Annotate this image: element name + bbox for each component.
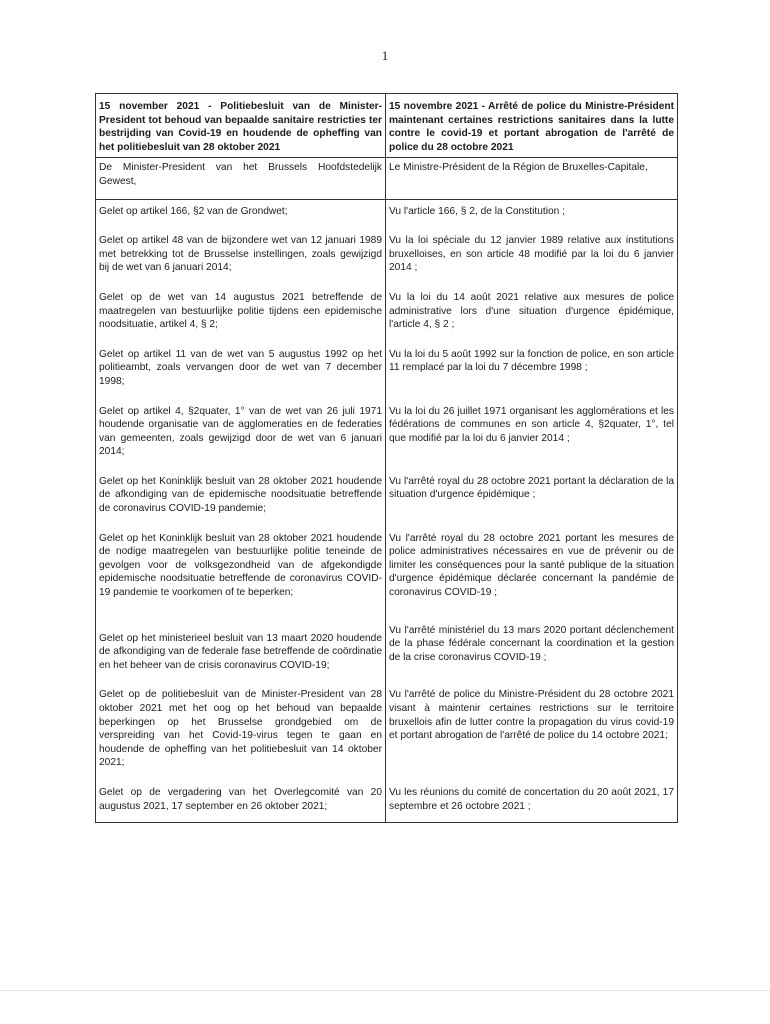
clause-fr: Vu l'arrêté ministériel du 13 mars 2020 portant déclenchement de la phase fédérale concernant la coordination et la gestion de la crise coronavirus COVID-19 ; xyxy=(386,614,678,687)
clause-nl: Gelet op artikel 166, §2 van de Grondwet; xyxy=(96,199,386,232)
clause-nl: Gelet op de politiebesluit van de Minister-President van 28 oktober 2021 met het oog op het behoud van bepaalde beperkingen op het Brusselse grondgebied om de verspreiding van het Covid-19-virus tegen te gaan en houdende de opheffing van het politiebesluit van 14 oktober 2021; xyxy=(96,686,386,784)
title-nl: 15 november 2021 - Politiebesluit van de Minister-President tot behoud van bepaalde sanitaire restricties ter bestrijding van Covid-19 en houdende de opheffing van het politiebesluit van 28 oktober 2021 xyxy=(96,94,386,158)
clause-row xyxy=(96,199,678,232)
author-row xyxy=(96,158,678,199)
clause-row xyxy=(96,289,678,346)
clause-nl: Gelet op de vergadering van het Overlegcomité van 20 augustus 2021, 17 september en 26 oktober 2021; xyxy=(96,784,386,823)
clause-nl: Gelet op het Koninklijk besluit van 28 oktober 2021 houdende de afkondiging van de epidemische noodsituatie betreffende de coronavirus COVID-19 pandemie; xyxy=(96,473,386,530)
clause-fr: Vu l'article 166, § 2, de la Constitution ; xyxy=(386,199,678,232)
clause-nl: Gelet op artikel 4, §2quater, 1° van de wet van 26 juli 1971 houdende organisatie van de agglomeraties en de federaties van gemeenten, zoals gewijzigd door de wet van 6 januari 2014; xyxy=(96,403,386,473)
clause-nl: Gelet op het ministerieel besluit van 13 maart 2020 houdende de afkondiging van de federale fase betreffende de coördinatie en het beheer van de crisis coronavirus COVID-19; xyxy=(96,614,386,687)
clause-fr: Vu la loi du 14 août 2021 relative aux mesures de police administrative lors d'une situation d'urgence épidémique, l'article 4, § 2 ; xyxy=(386,289,678,346)
bilingual-decree-table xyxy=(95,93,678,823)
clause-row xyxy=(96,784,678,823)
clause-row xyxy=(96,473,678,530)
clause-row xyxy=(96,403,678,473)
clause-row xyxy=(96,232,678,289)
page-number: 1 xyxy=(381,48,389,63)
page-edge-divider xyxy=(0,990,770,991)
clause-fr: Vu la loi du 5 août 1992 sur la fonction de police, en son article 11 remplacé par la loi du 7 décembre 1998 ; xyxy=(386,346,678,403)
clause-nl: Gelet op artikel 11 van de wet van 5 augustus 1992 op het politieambt, zoals vervangen door de wet van 7 december 1998; xyxy=(96,346,386,403)
clause-fr: Vu la loi du 26 juillet 1971 organisant les agglomérations et les fédérations de communes en son article 4, §2quater, 1°, tel que modifié par la loi du 6 janvier 2014 ; xyxy=(386,403,678,473)
clause-fr: Vu l'arrêté de police du Ministre-Président du 28 octobre 2021 visant à maintenir certaines restrictions sur le territoire bruxellois afin de lutter contre la propagation du virus covid-19 et portant abrogation de l'arrêté de police du 14 octobre 2021; xyxy=(386,686,678,784)
clause-nl: Gelet op artikel 48 van de bijzondere wet van 12 januari 1989 met betrekking tot de Brusselse instellingen, zoals gewijzigd bij de wet van 6 januari 2014; xyxy=(96,232,386,289)
clause-row xyxy=(96,346,678,403)
clause-fr: Vu la loi spéciale du 12 janvier 1989 relative aux institutions bruxelloises, en son article 48 modifié par la loi du 6 janvier 2014 ; xyxy=(386,232,678,289)
title-fr: 15 novembre 2021 - Arrêté de police du Ministre-Président maintenant certaines restrictions sanitaires dans la lutte contre le covid-19 et portant abrogation de l'arrêté de police du 28 octobre 2021 xyxy=(386,94,678,158)
author-fr: Le Ministre-Président de la Région de Bruxelles-Capitale, xyxy=(386,158,678,199)
clause-fr: Vu les réunions du comité de concertation du 20 août 2021, 17 septembre et 26 octobre 2021 ; xyxy=(386,784,678,823)
clause-nl: Gelet op de wet van 14 augustus 2021 betreffende de maatregelen van bestuurlijke politie tijdens een epidemische noodsituatie, artikel 4, § 2; xyxy=(96,289,386,346)
author-nl: De Minister-President van het Brussels Hoofdstedelijk Gewest, xyxy=(96,158,386,199)
clause-nl: Gelet op het Koninklijk besluit van 28 oktober 2021 houdende de nodige maatregelen van bestuurlijke politie teneinde de gevolgen voor de volksgezondheid van de afgekondigde epidemische noodsituatie betreffende de coronavirus COVID-19 pandemie te voorkomen of te beperken; xyxy=(96,530,386,614)
clause-fr: Vu l'arrêté royal du 28 octobre 2021 portant les mesures de police administratives nécessaires en vue de prévenir ou de limiter les conséquences pour la santé publique de la situation d'urgence épidémique déclarée concernant la pandémie de coronavirus COVID-19 ; xyxy=(386,530,678,614)
clause-row xyxy=(96,530,678,614)
clause-fr: Vu l'arrêté royal du 28 octobre 2021 portant la déclaration de la situation d'urgence épidémique ; xyxy=(386,473,678,530)
title-row xyxy=(96,94,678,158)
clause-row xyxy=(96,614,678,687)
clause-row xyxy=(96,686,678,784)
